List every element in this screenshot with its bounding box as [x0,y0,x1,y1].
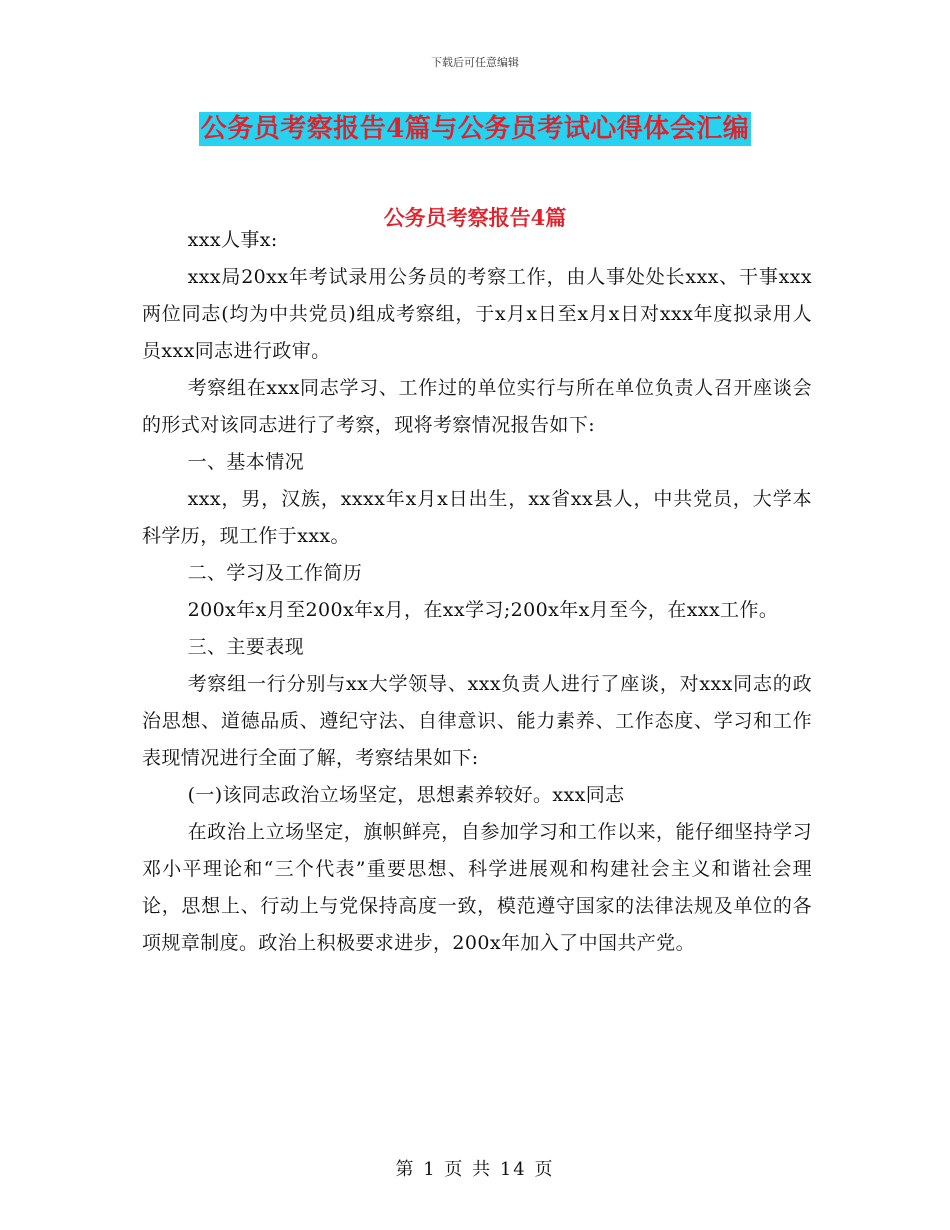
main-title: 公务员考察报告4篇与公务员考试心得体会汇编 [200,114,750,144]
section-heading: 一、基本情况 [187,451,304,473]
paragraph-salutation: xxx人事x: [187,229,278,251]
paragraph: xxx局20xx年考试录用公务员的考察工作，由人事处处长xxx、干事xxx两位同志(均为中共党员)组成考察组，于x月x日至x月x日对xxx年度拟录用人员xxx同志进行政审。 [142,266,812,362]
paragraph: 200x年x月至200x年x月，在xx学习;200x年x月至今，在xxx工作。 [187,599,779,621]
section-heading: 三、主要表现 [187,636,304,658]
header-note: 下载后可任意编辑 [431,56,519,69]
paragraph: 在政治上立场坚定，旗帜鲜亮，自参加学习和工作以来，能仔细坚持学习邓小平理论和“三个代表”重要思想、科学进展观和构建社会主义和谐社会理论，思想上、行动上与党保持高度一致，模范遵守国家的法律法规及单位的各项规章制度。政治上积极要求进步，200x年加入了中国共产党。 [142,821,812,954]
sub-title: 公务员考察报告4篇 [383,205,567,230]
section-heading: 二、学习及工作简历 [187,562,363,584]
paragraph: 考察组在xxx同志学习、工作过的单位实行与所在单位负责人召开座谈会的形式对该同志进行了考察，现将考察情况报告如下: [142,377,812,436]
document-body [142,222,812,962]
page-footer: 第 1 页 共 14 页 [395,1159,555,1180]
paragraph: 考察组一行分别与xx大学领导、xxx负责人进行了座谈，对xxx同志的政治思想、道德品质、遵纪守法、自律意识、能力素养、工作态度、学习和工作表现情况进行全面了解，考察结果如下: [142,673,812,769]
paragraph: (一)该同志政治立场坚定，思想素养较好。xxx同志 [187,784,625,806]
main-title-container [0,112,950,146]
paragraph: xxx，男，汉族，xxxx年x月x日出生，xx省xx县人，中共党员，大学本科学历，现工作于xxx。 [142,488,812,547]
